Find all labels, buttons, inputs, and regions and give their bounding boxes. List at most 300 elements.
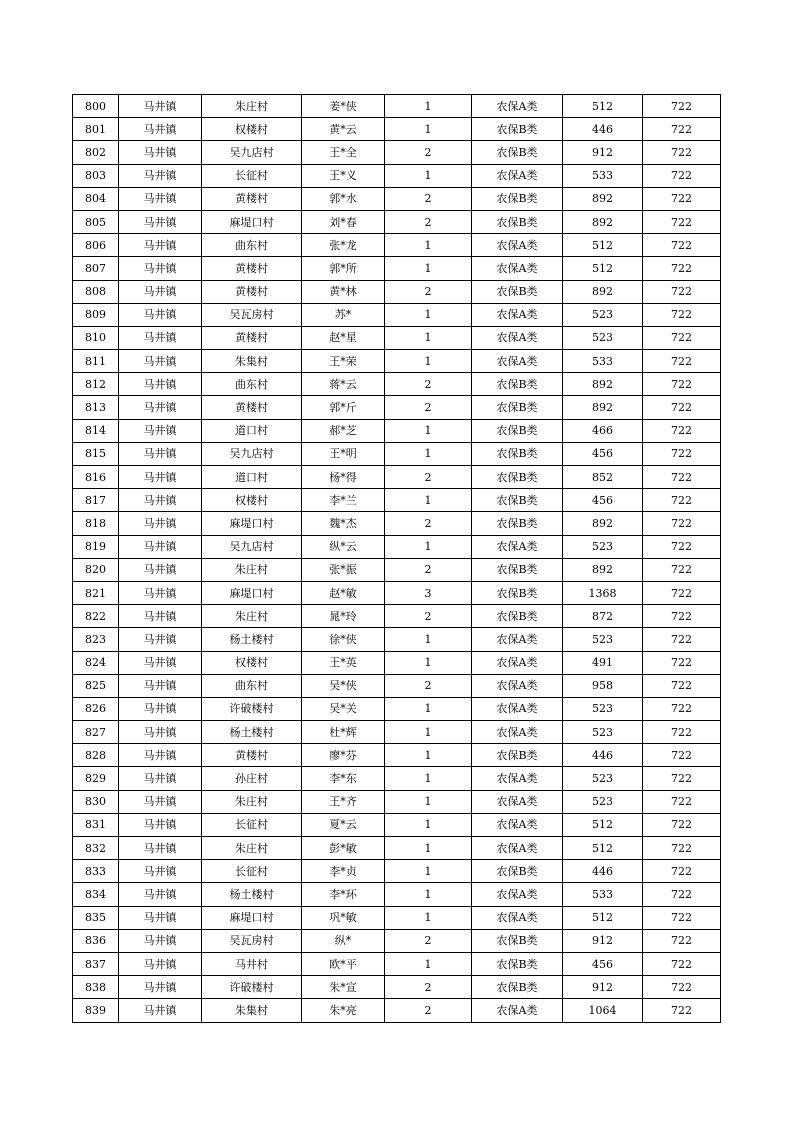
standard-cell: 722 — [643, 373, 721, 396]
insurance-type-cell: 农保B类 — [472, 489, 563, 512]
row-number: 804 — [73, 187, 119, 210]
row-number: 833 — [73, 860, 119, 883]
household-size-cell: 2 — [385, 674, 472, 697]
name-cell: 郭*所 — [302, 257, 385, 280]
row-number: 837 — [73, 952, 119, 975]
amount-cell: 512 — [563, 257, 643, 280]
insurance-type-cell: 农保A类 — [472, 883, 563, 906]
household-size-cell: 2 — [385, 558, 472, 581]
household-size-cell: 1 — [385, 257, 472, 280]
row-number: 815 — [73, 442, 119, 465]
household-size-cell: 1 — [385, 118, 472, 141]
table-row — [73, 929, 721, 952]
insurance-type-cell: 农保A类 — [472, 697, 563, 720]
town-cell: 马井镇 — [119, 651, 202, 674]
household-size-cell: 2 — [385, 187, 472, 210]
standard-cell: 722 — [643, 906, 721, 929]
table-row — [73, 744, 721, 767]
amount-cell: 456 — [563, 489, 643, 512]
town-cell: 马井镇 — [119, 466, 202, 489]
household-size-cell: 1 — [385, 837, 472, 860]
standard-cell: 722 — [643, 558, 721, 581]
insurance-type-cell: 农保B类 — [472, 210, 563, 233]
name-cell: 王*全 — [302, 141, 385, 164]
village-cell: 黄楼村 — [202, 326, 302, 349]
row-number: 829 — [73, 767, 119, 790]
insurance-type-cell: 农保A类 — [472, 164, 563, 187]
town-cell: 马井镇 — [119, 257, 202, 280]
insurance-type-cell: 农保A类 — [472, 674, 563, 697]
row-number: 813 — [73, 396, 119, 419]
row-number: 802 — [73, 141, 119, 164]
table-row — [73, 860, 721, 883]
village-cell: 朱庄村 — [202, 95, 302, 118]
household-size-cell: 1 — [385, 883, 472, 906]
village-cell: 权楼村 — [202, 651, 302, 674]
insurance-type-cell: 农保A类 — [472, 721, 563, 744]
name-cell: 巩*敏 — [302, 906, 385, 929]
household-size-cell: 1 — [385, 651, 472, 674]
amount-cell: 523 — [563, 790, 643, 813]
household-size-cell: 1 — [385, 721, 472, 744]
amount-cell: 523 — [563, 767, 643, 790]
town-cell: 马井镇 — [119, 442, 202, 465]
amount-cell: 892 — [563, 210, 643, 233]
table-row — [73, 906, 721, 929]
town-cell: 马井镇 — [119, 187, 202, 210]
table-row — [73, 605, 721, 628]
amount-cell: 852 — [563, 466, 643, 489]
town-cell: 马井镇 — [119, 605, 202, 628]
table-row — [73, 466, 721, 489]
town-cell: 马井镇 — [119, 280, 202, 303]
village-cell: 孙庄村 — [202, 767, 302, 790]
table-row — [73, 95, 721, 118]
village-cell: 麻堤口村 — [202, 512, 302, 535]
standard-cell: 722 — [643, 952, 721, 975]
standard-cell: 722 — [643, 210, 721, 233]
town-cell: 马井镇 — [119, 697, 202, 720]
household-size-cell: 1 — [385, 628, 472, 651]
standard-cell: 722 — [643, 489, 721, 512]
village-cell: 马井村 — [202, 952, 302, 975]
household-size-cell: 3 — [385, 581, 472, 604]
village-cell: 朱集村 — [202, 350, 302, 373]
row-number: 803 — [73, 164, 119, 187]
name-cell: 郝*芝 — [302, 419, 385, 442]
town-cell: 马井镇 — [119, 906, 202, 929]
insurance-type-cell: 农保B类 — [472, 466, 563, 489]
name-cell: 李*贞 — [302, 860, 385, 883]
amount-cell: 523 — [563, 721, 643, 744]
table-row — [73, 234, 721, 257]
table-row — [73, 813, 721, 836]
village-cell: 曲东村 — [202, 373, 302, 396]
standard-cell: 722 — [643, 141, 721, 164]
name-cell: 王*荣 — [302, 350, 385, 373]
insurance-type-cell: 农保A类 — [472, 257, 563, 280]
row-number: 839 — [73, 999, 119, 1022]
name-cell: 黄*林 — [302, 280, 385, 303]
table-row — [73, 187, 721, 210]
name-cell: 郭*斤 — [302, 396, 385, 419]
town-cell: 马井镇 — [119, 999, 202, 1022]
town-cell: 马井镇 — [119, 512, 202, 535]
name-cell: 张*龙 — [302, 234, 385, 257]
standard-cell: 722 — [643, 674, 721, 697]
village-cell: 吴瓦房村 — [202, 929, 302, 952]
standard-cell: 722 — [643, 581, 721, 604]
standard-cell: 722 — [643, 419, 721, 442]
name-cell: 吴*侠 — [302, 674, 385, 697]
amount-cell: 892 — [563, 396, 643, 419]
name-cell: 吴*关 — [302, 697, 385, 720]
standard-cell: 722 — [643, 303, 721, 326]
village-cell: 长征村 — [202, 164, 302, 187]
household-size-cell: 1 — [385, 697, 472, 720]
amount-cell: 892 — [563, 558, 643, 581]
name-cell: 姜*侠 — [302, 95, 385, 118]
name-cell: 徐*侠 — [302, 628, 385, 651]
table-row — [73, 280, 721, 303]
name-cell: 张*振 — [302, 558, 385, 581]
household-size-cell: 1 — [385, 303, 472, 326]
household-size-cell: 1 — [385, 442, 472, 465]
town-cell: 马井镇 — [119, 234, 202, 257]
standard-cell: 722 — [643, 164, 721, 187]
name-cell: 廖*芬 — [302, 744, 385, 767]
village-cell: 吴九店村 — [202, 141, 302, 164]
household-size-cell: 1 — [385, 744, 472, 767]
name-cell: 晁*玲 — [302, 605, 385, 628]
town-cell: 马井镇 — [119, 581, 202, 604]
household-size-cell: 1 — [385, 952, 472, 975]
village-cell: 杨土楼村 — [202, 883, 302, 906]
name-cell: 赵*星 — [302, 326, 385, 349]
household-size-cell: 1 — [385, 790, 472, 813]
household-size-cell: 2 — [385, 976, 472, 999]
insurance-type-cell: 农保A类 — [472, 234, 563, 257]
name-cell: 苏* — [302, 303, 385, 326]
row-number: 811 — [73, 350, 119, 373]
insurance-type-cell: 农保A类 — [472, 326, 563, 349]
name-cell: 李*环 — [302, 883, 385, 906]
row-number: 834 — [73, 883, 119, 906]
village-cell: 道口村 — [202, 466, 302, 489]
amount-cell: 512 — [563, 837, 643, 860]
village-cell: 杨土楼村 — [202, 628, 302, 651]
amount-cell: 456 — [563, 442, 643, 465]
table-row — [73, 303, 721, 326]
household-size-cell: 1 — [385, 164, 472, 187]
amount-cell: 892 — [563, 280, 643, 303]
village-cell: 朱庄村 — [202, 790, 302, 813]
town-cell: 马井镇 — [119, 674, 202, 697]
table-row — [73, 952, 721, 975]
town-cell: 马井镇 — [119, 860, 202, 883]
amount-cell: 912 — [563, 929, 643, 952]
village-cell: 朱庄村 — [202, 605, 302, 628]
town-cell: 马井镇 — [119, 628, 202, 651]
row-number: 807 — [73, 257, 119, 280]
insurance-type-cell: 农保B类 — [472, 187, 563, 210]
insurance-type-cell: 农保B类 — [472, 860, 563, 883]
standard-cell: 722 — [643, 721, 721, 744]
insurance-type-cell: 农保B类 — [472, 558, 563, 581]
table-row — [73, 164, 721, 187]
household-size-cell: 1 — [385, 234, 472, 257]
amount-cell: 533 — [563, 883, 643, 906]
village-cell: 曲东村 — [202, 674, 302, 697]
name-cell: 欧*平 — [302, 952, 385, 975]
name-cell: 王*义 — [302, 164, 385, 187]
town-cell: 马井镇 — [119, 326, 202, 349]
town-cell: 马井镇 — [119, 813, 202, 836]
insurance-type-cell: 农保A类 — [472, 303, 563, 326]
amount-cell: 533 — [563, 164, 643, 187]
standard-cell: 722 — [643, 628, 721, 651]
name-cell: 李*东 — [302, 767, 385, 790]
row-number: 825 — [73, 674, 119, 697]
insurance-type-cell: 农保A类 — [472, 837, 563, 860]
household-size-cell: 1 — [385, 350, 472, 373]
amount-cell: 872 — [563, 605, 643, 628]
amount-cell: 1368 — [563, 581, 643, 604]
household-size-cell: 2 — [385, 141, 472, 164]
amount-cell: 892 — [563, 187, 643, 210]
insurance-type-cell: 农保A类 — [472, 95, 563, 118]
household-size-cell: 1 — [385, 535, 472, 558]
town-cell: 马井镇 — [119, 210, 202, 233]
table-row — [73, 651, 721, 674]
village-cell: 许破楼村 — [202, 976, 302, 999]
name-cell: 朱*亮 — [302, 999, 385, 1022]
row-number: 823 — [73, 628, 119, 651]
standard-cell: 722 — [643, 512, 721, 535]
town-cell: 马井镇 — [119, 303, 202, 326]
standard-cell: 722 — [643, 697, 721, 720]
village-cell: 道口村 — [202, 419, 302, 442]
row-number: 806 — [73, 234, 119, 257]
standard-cell: 722 — [643, 976, 721, 999]
household-size-cell: 2 — [385, 512, 472, 535]
insurance-type-cell: 农保B类 — [472, 512, 563, 535]
table-row — [73, 790, 721, 813]
town-cell: 马井镇 — [119, 535, 202, 558]
village-cell: 吴九店村 — [202, 535, 302, 558]
row-number: 801 — [73, 118, 119, 141]
row-number: 812 — [73, 373, 119, 396]
household-size-cell: 2 — [385, 280, 472, 303]
amount-cell: 912 — [563, 141, 643, 164]
village-cell: 权楼村 — [202, 118, 302, 141]
standard-cell: 722 — [643, 651, 721, 674]
household-size-cell: 2 — [385, 373, 472, 396]
town-cell: 马井镇 — [119, 489, 202, 512]
insurance-type-cell: 农保B类 — [472, 442, 563, 465]
standard-cell: 722 — [643, 813, 721, 836]
town-cell: 马井镇 — [119, 837, 202, 860]
town-cell: 马井镇 — [119, 767, 202, 790]
table-row — [73, 210, 721, 233]
village-cell: 麻堤口村 — [202, 210, 302, 233]
row-number: 800 — [73, 95, 119, 118]
table-row — [73, 118, 721, 141]
insurance-type-cell: 农保B类 — [472, 605, 563, 628]
table-row — [73, 976, 721, 999]
town-cell: 马井镇 — [119, 95, 202, 118]
table-row — [73, 999, 721, 1022]
insurance-type-cell: 农保B类 — [472, 373, 563, 396]
amount-cell: 446 — [563, 744, 643, 767]
village-cell: 黄楼村 — [202, 744, 302, 767]
row-number: 828 — [73, 744, 119, 767]
amount-cell: 523 — [563, 535, 643, 558]
village-cell: 黄楼村 — [202, 257, 302, 280]
standard-cell: 722 — [643, 257, 721, 280]
table-row — [73, 419, 721, 442]
town-cell: 马井镇 — [119, 952, 202, 975]
amount-cell: 892 — [563, 512, 643, 535]
name-cell: 杨*得 — [302, 466, 385, 489]
row-number: 810 — [73, 326, 119, 349]
household-size-cell: 2 — [385, 466, 472, 489]
standard-cell: 722 — [643, 466, 721, 489]
standard-cell: 722 — [643, 350, 721, 373]
amount-cell: 466 — [563, 419, 643, 442]
insurance-type-cell: 农保A类 — [472, 767, 563, 790]
table-row — [73, 512, 721, 535]
village-cell: 曲东村 — [202, 234, 302, 257]
insurance-type-cell: 农保A类 — [472, 628, 563, 651]
table-row — [73, 558, 721, 581]
standard-cell: 722 — [643, 605, 721, 628]
standard-cell: 722 — [643, 999, 721, 1022]
standard-cell: 722 — [643, 280, 721, 303]
table-row — [73, 721, 721, 744]
standard-cell: 722 — [643, 326, 721, 349]
roster-table — [72, 94, 721, 1023]
town-cell: 马井镇 — [119, 929, 202, 952]
table-row — [73, 674, 721, 697]
amount-cell: 512 — [563, 234, 643, 257]
amount-cell: 446 — [563, 860, 643, 883]
name-cell: 王*明 — [302, 442, 385, 465]
table-row — [73, 489, 721, 512]
insurance-type-cell: 农保A类 — [472, 999, 563, 1022]
standard-cell: 722 — [643, 234, 721, 257]
standard-cell: 722 — [643, 744, 721, 767]
insurance-type-cell: 农保A类 — [472, 790, 563, 813]
insurance-type-cell: 农保B类 — [472, 976, 563, 999]
standard-cell: 722 — [643, 883, 721, 906]
amount-cell: 1064 — [563, 999, 643, 1022]
name-cell: 纵*云 — [302, 535, 385, 558]
village-cell: 许破楼村 — [202, 697, 302, 720]
row-number: 835 — [73, 906, 119, 929]
name-cell: 纵* — [302, 929, 385, 952]
household-size-cell: 1 — [385, 419, 472, 442]
row-number: 830 — [73, 790, 119, 813]
row-number: 814 — [73, 419, 119, 442]
village-cell: 长征村 — [202, 860, 302, 883]
name-cell: 王*齐 — [302, 790, 385, 813]
town-cell: 马井镇 — [119, 164, 202, 187]
town-cell: 马井镇 — [119, 790, 202, 813]
village-cell: 吴瓦房村 — [202, 303, 302, 326]
insurance-type-cell: 农保B类 — [472, 396, 563, 419]
amount-cell: 512 — [563, 813, 643, 836]
household-size-cell: 1 — [385, 767, 472, 790]
village-cell: 朱集村 — [202, 999, 302, 1022]
table-row — [73, 396, 721, 419]
household-size-cell: 1 — [385, 906, 472, 929]
standard-cell: 722 — [643, 95, 721, 118]
amount-cell: 446 — [563, 118, 643, 141]
amount-cell: 892 — [563, 373, 643, 396]
name-cell: 王*英 — [302, 651, 385, 674]
name-cell: 魏*杰 — [302, 512, 385, 535]
standard-cell: 722 — [643, 790, 721, 813]
standard-cell: 722 — [643, 442, 721, 465]
table-row — [73, 883, 721, 906]
insurance-type-cell: 农保B类 — [472, 952, 563, 975]
table-row — [73, 535, 721, 558]
insurance-type-cell: 农保B类 — [472, 141, 563, 164]
household-size-cell: 2 — [385, 929, 472, 952]
insurance-type-cell: 农保A类 — [472, 906, 563, 929]
household-size-cell: 2 — [385, 605, 472, 628]
household-size-cell: 2 — [385, 210, 472, 233]
row-number: 824 — [73, 651, 119, 674]
household-size-cell: 1 — [385, 326, 472, 349]
town-cell: 马井镇 — [119, 558, 202, 581]
amount-cell: 523 — [563, 697, 643, 720]
town-cell: 马井镇 — [119, 373, 202, 396]
household-size-cell: 2 — [385, 999, 472, 1022]
amount-cell: 491 — [563, 651, 643, 674]
table-row — [73, 350, 721, 373]
table-row — [73, 141, 721, 164]
insurance-type-cell: 农保B类 — [472, 744, 563, 767]
town-cell: 马井镇 — [119, 118, 202, 141]
name-cell: 彭*敏 — [302, 837, 385, 860]
table-row — [73, 628, 721, 651]
household-size-cell: 1 — [385, 95, 472, 118]
row-number: 836 — [73, 929, 119, 952]
amount-cell: 512 — [563, 906, 643, 929]
amount-cell: 456 — [563, 952, 643, 975]
insurance-type-cell: 农保A类 — [472, 651, 563, 674]
standard-cell: 722 — [643, 860, 721, 883]
village-cell: 黄楼村 — [202, 396, 302, 419]
village-cell: 杨土楼村 — [202, 721, 302, 744]
insurance-type-cell: 农保A类 — [472, 535, 563, 558]
row-number: 827 — [73, 721, 119, 744]
name-cell: 李*兰 — [302, 489, 385, 512]
insurance-type-cell: 农保A类 — [472, 350, 563, 373]
amount-cell: 523 — [563, 628, 643, 651]
town-cell: 马井镇 — [119, 350, 202, 373]
standard-cell: 722 — [643, 767, 721, 790]
insurance-type-cell: 农保A类 — [472, 813, 563, 836]
table-row — [73, 697, 721, 720]
table-row — [73, 837, 721, 860]
row-number: 831 — [73, 813, 119, 836]
row-number: 838 — [73, 976, 119, 999]
name-cell: 杜*辉 — [302, 721, 385, 744]
table-row — [73, 581, 721, 604]
